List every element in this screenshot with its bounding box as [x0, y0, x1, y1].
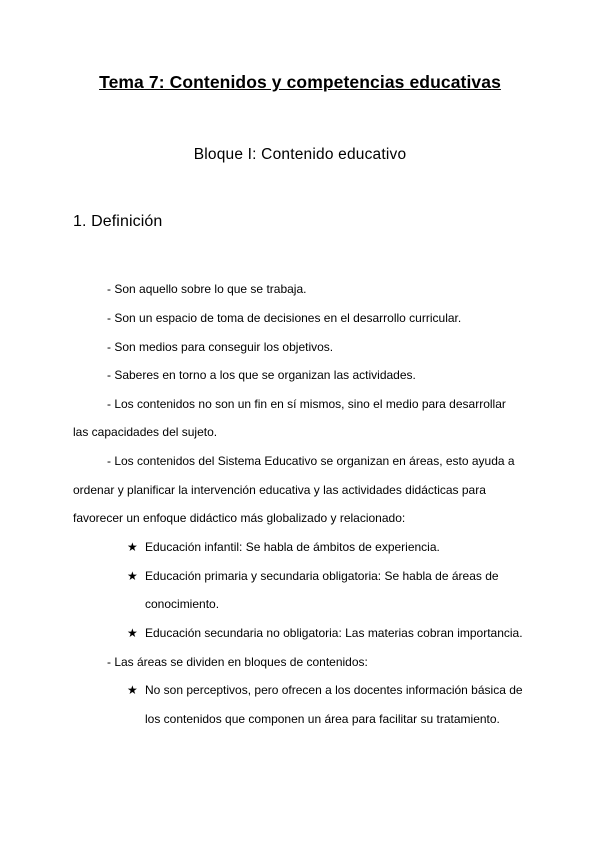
star-bullet-icon: ★: [127, 569, 138, 583]
list-item: [127, 540, 440, 554]
list-item-text: Educación primaria y secundaria obligatoria: Se habla de áreas de: [145, 569, 499, 583]
list-item: [127, 683, 523, 697]
paragraph-line: - Los contenidos del Sistema Educativo se organizan en áreas, esto ayuda a: [107, 454, 515, 468]
paragraph-line: - Saberes en torno a los que se organizan las actividades.: [107, 368, 416, 382]
star-bullet-icon: ★: [127, 540, 138, 554]
paragraph-line: - Son aquello sobre lo que se trabaja.: [107, 282, 307, 296]
list-item-text: Educación infantil: Se habla de ámbitos de experiencia.: [145, 540, 440, 554]
list-item: [127, 569, 499, 583]
section-heading: 1. Definición: [73, 213, 163, 230]
document-title: Tema 7: Contenidos y competencias educativas: [99, 72, 501, 92]
list-item-text: Educación secundaria no obligatoria: Las materias cobran importancia.: [145, 626, 523, 640]
star-bullet-icon: ★: [127, 626, 138, 640]
star-bullet-icon: ★: [127, 683, 138, 697]
list-item: [127, 626, 523, 640]
paragraph-line: ordenar y planificar la intervención educativa y las actividades didácticas para: [73, 483, 486, 497]
paragraph-line: - Son un espacio de toma de decisiones en el desarrollo curricular.: [107, 311, 462, 325]
block-subtitle: Bloque I: Contenido educativo: [193, 146, 407, 163]
paragraph-line: - Las áreas se dividen en bloques de contenidos:: [107, 655, 368, 669]
paragraph-line: las capacidades del sujeto.: [73, 425, 218, 439]
paragraph-line: - Son medios para conseguir los objetivos.: [107, 340, 334, 354]
list-item-continuation: los contenidos que componen un área para facilitar su tratamiento.: [145, 712, 500, 726]
paragraph-line: - Los contenidos no son un fin en sí mismos, sino el medio para desarrollar: [107, 397, 506, 411]
list-item-continuation: conocimiento.: [145, 597, 220, 611]
paragraph-line: favorecer un enfoque didáctico más globalizado y relacionado:: [73, 511, 406, 525]
list-item-text: No son perceptivos, pero ofrecen a los docentes información básica de: [145, 683, 523, 697]
